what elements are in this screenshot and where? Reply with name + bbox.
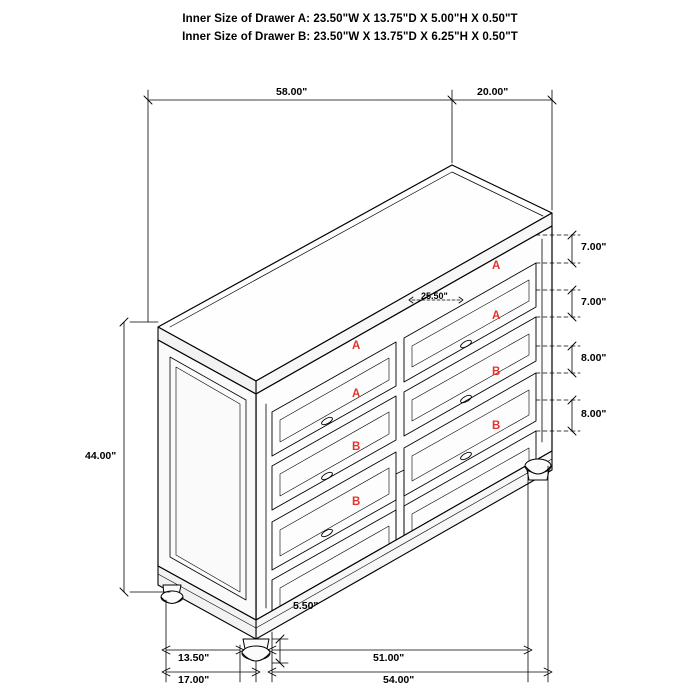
drawer-label-right-1: A [492,260,501,272]
dim-left-base-outer: 17.00" [178,674,210,686]
dim-leg-height: 5.50" [293,600,319,612]
drawer-label-left-1: A [352,340,361,352]
dim-right-row-4: 8.00" [581,408,607,420]
dim-front-base-outer: 54.00" [383,674,415,686]
dim-inner-width: 25.50" [421,291,448,301]
dim-top-width: 58.00" [276,86,308,98]
dim-right-row-1: 7.00" [581,241,607,253]
drawer-a-size-text: Inner Size of Drawer A: 23.50"W X 13.75"D X 5.00"H X 0.50"T [182,13,518,25]
dim-overall-height: 44.00" [85,450,117,462]
drawer-label-left-4: B [352,496,361,508]
dim-right-row-2: 7.00" [581,296,607,308]
dim-top-depth: 20.00" [477,86,509,98]
dim-left-base: 13.50" [178,652,210,664]
drawer-label-right-3: B [492,366,501,378]
drawer-label-right-4: B [492,420,501,432]
dim-right-row-3: 8.00" [581,352,607,364]
drawer-label-left-3: B [352,441,361,453]
drawer-label-left-2: A [352,388,361,400]
dim-front-base: 51.00" [373,652,405,664]
drawer-b-size-text: Inner Size of Drawer B: 23.50"W X 13.75"D X 6.25"H X 0.50"T [182,31,518,43]
drawer-label-right-2: A [492,310,501,322]
